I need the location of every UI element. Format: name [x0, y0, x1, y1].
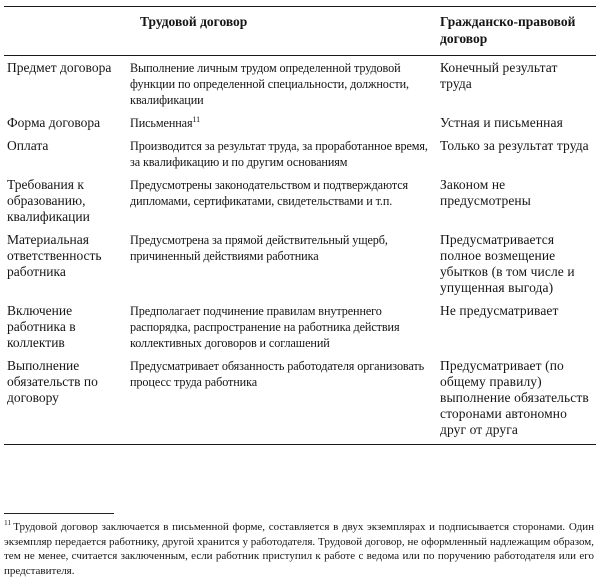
row-civil-cell: Конечный результат труда	[440, 60, 558, 91]
row-labor-text: Предусмотрена за прямой действительный ущерб, причиненный действиями работника	[130, 233, 388, 263]
row-labor-cell	[126, 228, 436, 299]
table-body	[4, 56, 596, 445]
table-row	[4, 354, 596, 445]
table-row	[4, 134, 596, 173]
footnote-mark: 11	[4, 518, 12, 528]
row-civil-cell: Предусматривает (по общему правилу) выполнение обязательств сторонами автономно друг от друга	[436, 354, 596, 445]
row-param-cell: Выполнение обязательств по договору	[4, 354, 126, 445]
row-civil-cell: Законом не предусмотрены	[440, 177, 531, 208]
row-param-cell: Требования к образованию, квалификации	[7, 177, 90, 224]
table-row	[4, 111, 596, 134]
header-labor-contract: Трудовой договор	[126, 7, 436, 56]
header-civil-contract: Гражданско-правовой договор	[436, 7, 596, 56]
header-row	[4, 7, 596, 56]
table-row	[4, 299, 596, 354]
table-header	[4, 7, 596, 56]
footnote-text: Трудовой договор заключается в письменной форме, составляется в двух экземплярах и подписывается сторонами. Один экземпляр передается работнику, другой хранится у работодателя. Трудовой договор, не оформленный надлежащим образом, тем не менее, считается заключенным, если работник приступил к работе с ведома или по поручению работодателя или его представителя.	[4, 521, 594, 577]
row-param-cell: Оплата	[7, 138, 49, 153]
row-labor-cell	[126, 56, 436, 112]
footnote-ref: 11	[192, 114, 200, 124]
table-row	[4, 173, 596, 228]
row-param-cell: Форма договора	[7, 115, 101, 130]
row-civil-cell: Устная и письменная	[440, 115, 563, 130]
row-civil-cell: Не предусматривает	[440, 303, 559, 318]
row-labor-cell	[126, 111, 436, 134]
table-row	[4, 56, 596, 112]
row-civil-cell: Только за результат труда	[440, 138, 589, 153]
row-param-cell: Материальная ответственность работника	[7, 232, 102, 279]
row-labor-cell	[126, 299, 436, 354]
header-param	[4, 7, 126, 56]
row-labor-cell	[126, 354, 436, 445]
row-param-cell: Включение работника в коллектив	[7, 303, 76, 350]
footnote-divider	[4, 513, 114, 514]
row-param-cell: Предмет договора	[7, 60, 112, 75]
footnote	[4, 520, 594, 578]
row-labor-text: Производится за результат труда, за проработанное время, за квалификацию и по другим основаниям	[130, 139, 428, 169]
row-labor-cell	[126, 134, 436, 173]
comparison-table	[4, 6, 596, 445]
row-labor-text: Предусматривает обязанность работодателя организовать процесс труда работника	[130, 359, 425, 389]
row-labor-text: Выполнение личным трудом определенной трудовой функции по определенной специальности, должности, квалификации	[130, 61, 409, 107]
table-row	[4, 228, 596, 299]
row-labor-cell	[126, 173, 436, 228]
row-labor-text: Письменная	[130, 116, 193, 130]
row-labor-text: Предполагает подчинение правилам внутреннего распорядка, распространение на работника действия коллективных договоров и соглашений	[130, 304, 400, 350]
row-civil-cell: Предусматривается полное возмещение убытков (в том числе и упущенная выгода)	[440, 232, 575, 295]
row-labor-text: Предусмотрены законодательством и подтверждаются дипломами, сертификатами, свидетельствами и т.п.	[130, 178, 409, 208]
